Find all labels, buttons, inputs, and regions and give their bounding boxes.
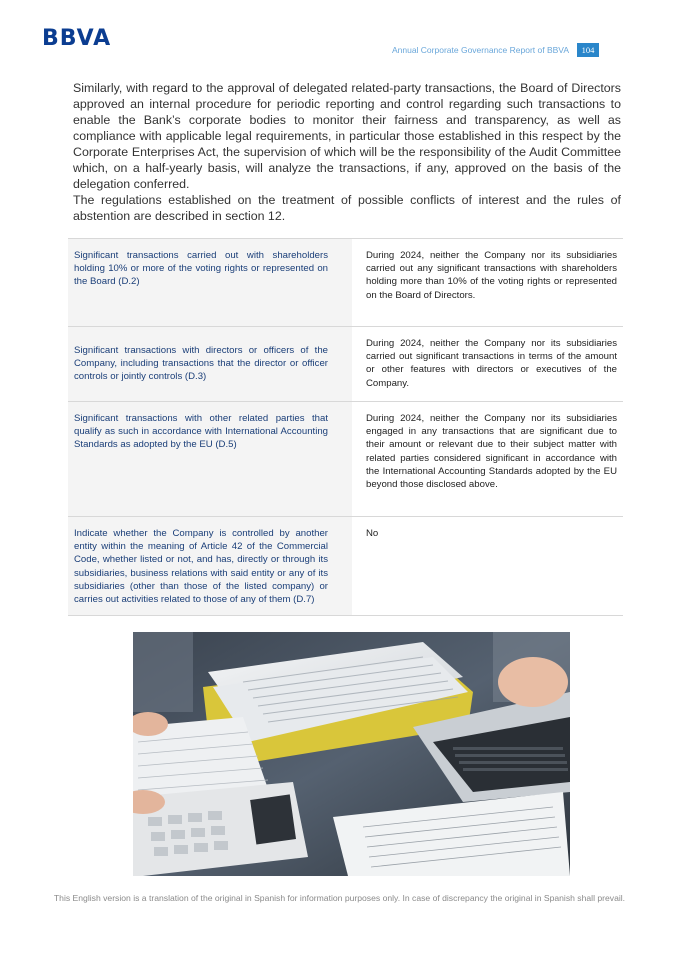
table-row (68, 517, 623, 616)
translation-disclaimer: This English version is a translation of the original in Spanish for information purposes only. In case of discrepancy the original in Spanish shall prevail. (53, 893, 626, 903)
answer-cell: No (366, 528, 379, 539)
answer-cell: During 2024, neither the Company nor its subsidiaries engaged in any transactions that are significant due to their amount or relevant due to their subject matter with related parties considered significant in accordance with the International Accounting Standards adopted by the EU beyond those disclosed above. (366, 413, 617, 491)
answer-cell: During 2024, neither the Company nor its subsidiaries carried out any significant transactions with shareholders holding more than 10% of the voting rights or represented on the Board of Directors. (366, 250, 617, 301)
question-cell: Significant transactions with other related parties that qualify as such in accordance with International Accounting Standards as adopted by the EU (D.5) (68, 402, 352, 516)
office-documents-photo (133, 632, 570, 876)
photo-illustration (133, 632, 570, 876)
body-paragraph-1: Similarly, with regard to the approval of delegated related-party transactions, the Board of Directors approved an internal procedure for periodic reporting and control regarding such transactions to enable the Bank’s corporate bodies to monitor their fairness and transparency, as well as compliance with applicable legal requirements, in particular those established in this respect by the Corporate Enterprises Act, the supervision of which will be the responsibility of the Audit Committee which, on a half-yearly basis, will analyze the transactions, if any, approved on the basis of the delegation conferred. (73, 81, 621, 191)
question-cell: Indicate whether the Company is controlled by another entity within the meaning of Article 42 of the Commercial Code, whether listed or not, and has, directly or through its subsidiaries, business relations with said entity or any of its subsidiaries (other than those of the listed company) or carries out activities related to those of any of them (D.7) (68, 517, 352, 615)
related-party-table (68, 238, 623, 616)
bbva-logo: BBVA (42, 26, 112, 51)
body-paragraph-2: The regulations established on the treatment of possible conflicts of interest and the rules of abstention are described in section 12. (73, 193, 621, 223)
question-cell: Significant transactions carried out with shareholders holding 10% or more of the voting rights or represented on the Board (D.2) (68, 239, 352, 326)
table-row (68, 239, 623, 327)
answer-cell: During 2024, neither the Company nor its subsidiaries carried out significant transactions in terms of the amount or other features with directors or executives of the Company. (366, 338, 617, 389)
question-cell: Significant transactions with directors or officers of the Company, including transactions that the director or officer controls or jointly controls (D.3) (68, 327, 352, 401)
report-title: Annual Corporate Governance Report of BBVA (391, 45, 569, 55)
page-number: 104 (577, 43, 599, 57)
table-row (68, 402, 623, 517)
table-row (68, 327, 623, 402)
